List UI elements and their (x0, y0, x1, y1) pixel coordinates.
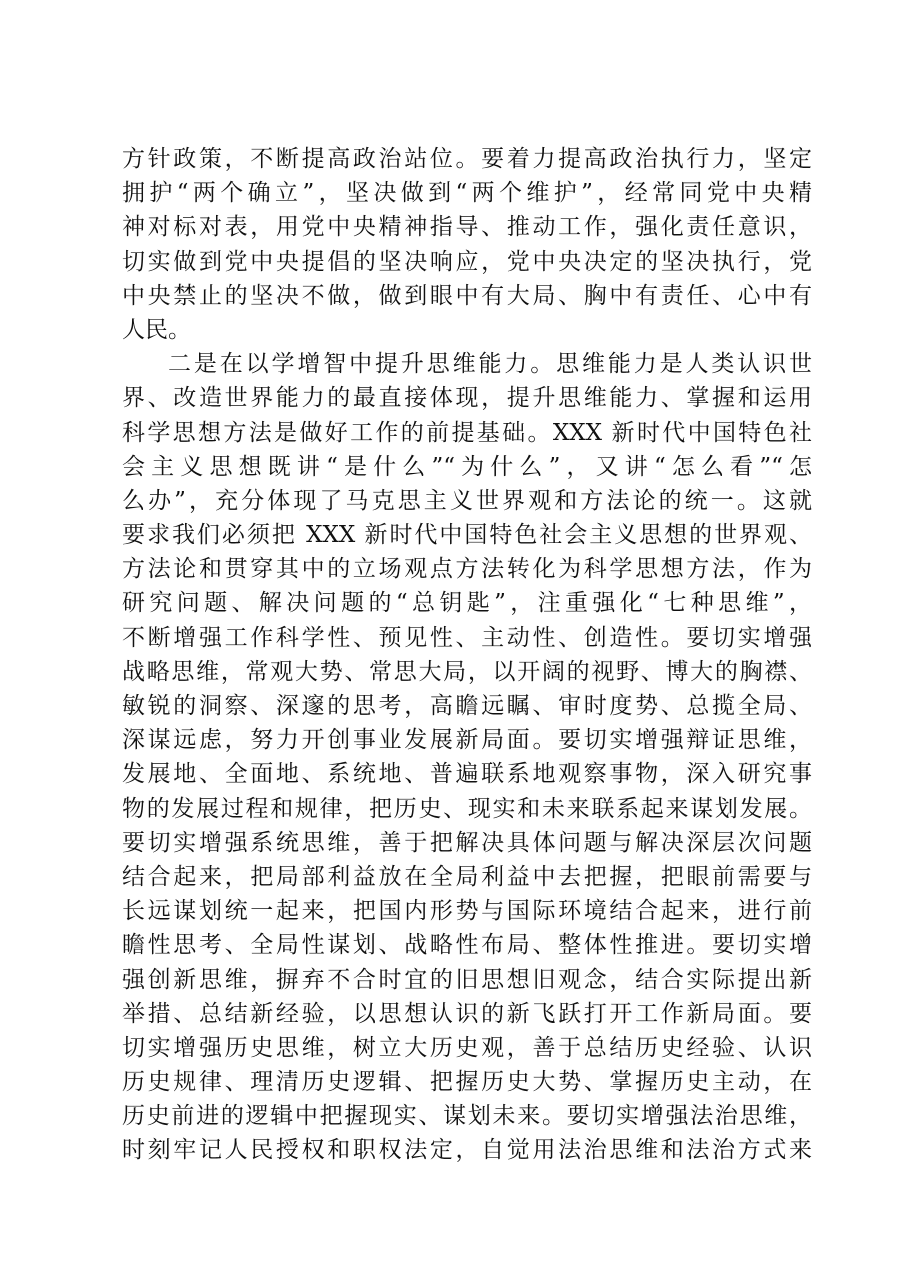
text-line: 中央禁止的坚决不做，做到眼中有大局、胸中有责任、心中有 (122, 282, 812, 309)
text-line: 历史规律、理清历史逻辑、把握历史大势、掌握历史主动，在 (122, 1069, 812, 1096)
text-line: 强创新思维，摒弃不合时宜的旧思想旧观念，结合实际提出新 (122, 966, 812, 993)
text-line: 举措、总结新经验，以思想认识的新飞跃打开工作新局面。要 (122, 1000, 812, 1027)
text-line: 时刻牢记人民授权和职权法定，自觉用法治思维和法治方式来 (122, 1137, 812, 1164)
text-line: 科学思想方法是做好工作的前提基础。XXX 新时代中国特色社 (122, 419, 812, 446)
text-line: 切实做到党中央提倡的坚决响应，党中央决定的坚决执行，党 (122, 248, 812, 275)
text-line: 深谋远虑，努力开创事业发展新局面。要切实增强辩证思维， (122, 727, 812, 754)
text-line: 方针政策，不断提高政治站位。要着力提高政治执行力，坚定 (122, 146, 812, 172)
text-line: 研究问题、解决问题的“总钥匙”，注重强化“七种思维”， (122, 590, 812, 617)
text-line: 物的发展过程和规律，把历史、现实和未来联系起来谋划发展。 (122, 795, 812, 822)
text-line: 方法论和贯穿其中的立场观点方法转化为科学思想方法，作为 (122, 556, 812, 583)
text-line: 切实增强历史思维，树立大历史观，善于总结历史经验、认识 (122, 1034, 812, 1061)
text-line: 要切实增强系统思维，善于把解决具体问题与解决深层次问题 (122, 829, 812, 856)
text-line: 拥护“两个确立”，坚决做到“两个维护”，经常同党中央精 (122, 180, 812, 207)
text-line: 瞻性思考、全局性谋划、战略性布局、整体性推进。要切实增 (122, 932, 812, 959)
paragraph-start-line: 二是在以学增智中提升思维能力。思维能力是人类认识世 (168, 351, 812, 378)
text-line: 战略思维，常观大势、常思大局，以开阔的视野、博大的胸襟、 (122, 658, 812, 685)
text-line: 长远谋划统一起来，把国内形势与国际环境结合起来，进行前 (122, 898, 812, 925)
text-line: 要求我们必须把 XXX 新时代中国特色社会主义思想的世界观、 (122, 522, 812, 549)
text-line: 界、改造世界能力的最直接体现，提升思维能力、掌握和运用 (122, 385, 812, 412)
text-line: 历史前进的逻辑中把握现实、谋划未来。要切实增强法治思维， (122, 1103, 812, 1130)
text-line: 神对标对表，用党中央精神指导、推动工作，强化责任意识， (122, 214, 812, 241)
text-line: 发展地、全面地、系统地、普遍联系地观察事物，深入研究事 (122, 761, 812, 788)
text-line: 敏锐的洞察、深邃的思考，高瞻远瞩、审时度势、总揽全局、 (122, 693, 812, 719)
text-line: 么办”，充分体现了马克思主义世界观和方法论的统一。这就 (122, 487, 812, 514)
text-line: 不断增强工作科学性、预见性、主动性、创造性。要切实增强 (122, 624, 812, 651)
text-line: 结合起来，把局部利益放在全局利益中去把握，把眼前需要与 (122, 863, 812, 890)
text-line: 会主义思想既讲“是什么”“为什么”，又讲“怎么看”“怎 (122, 453, 812, 480)
text-line: 人民。 (122, 316, 191, 343)
body-text (122, 142, 812, 1168)
